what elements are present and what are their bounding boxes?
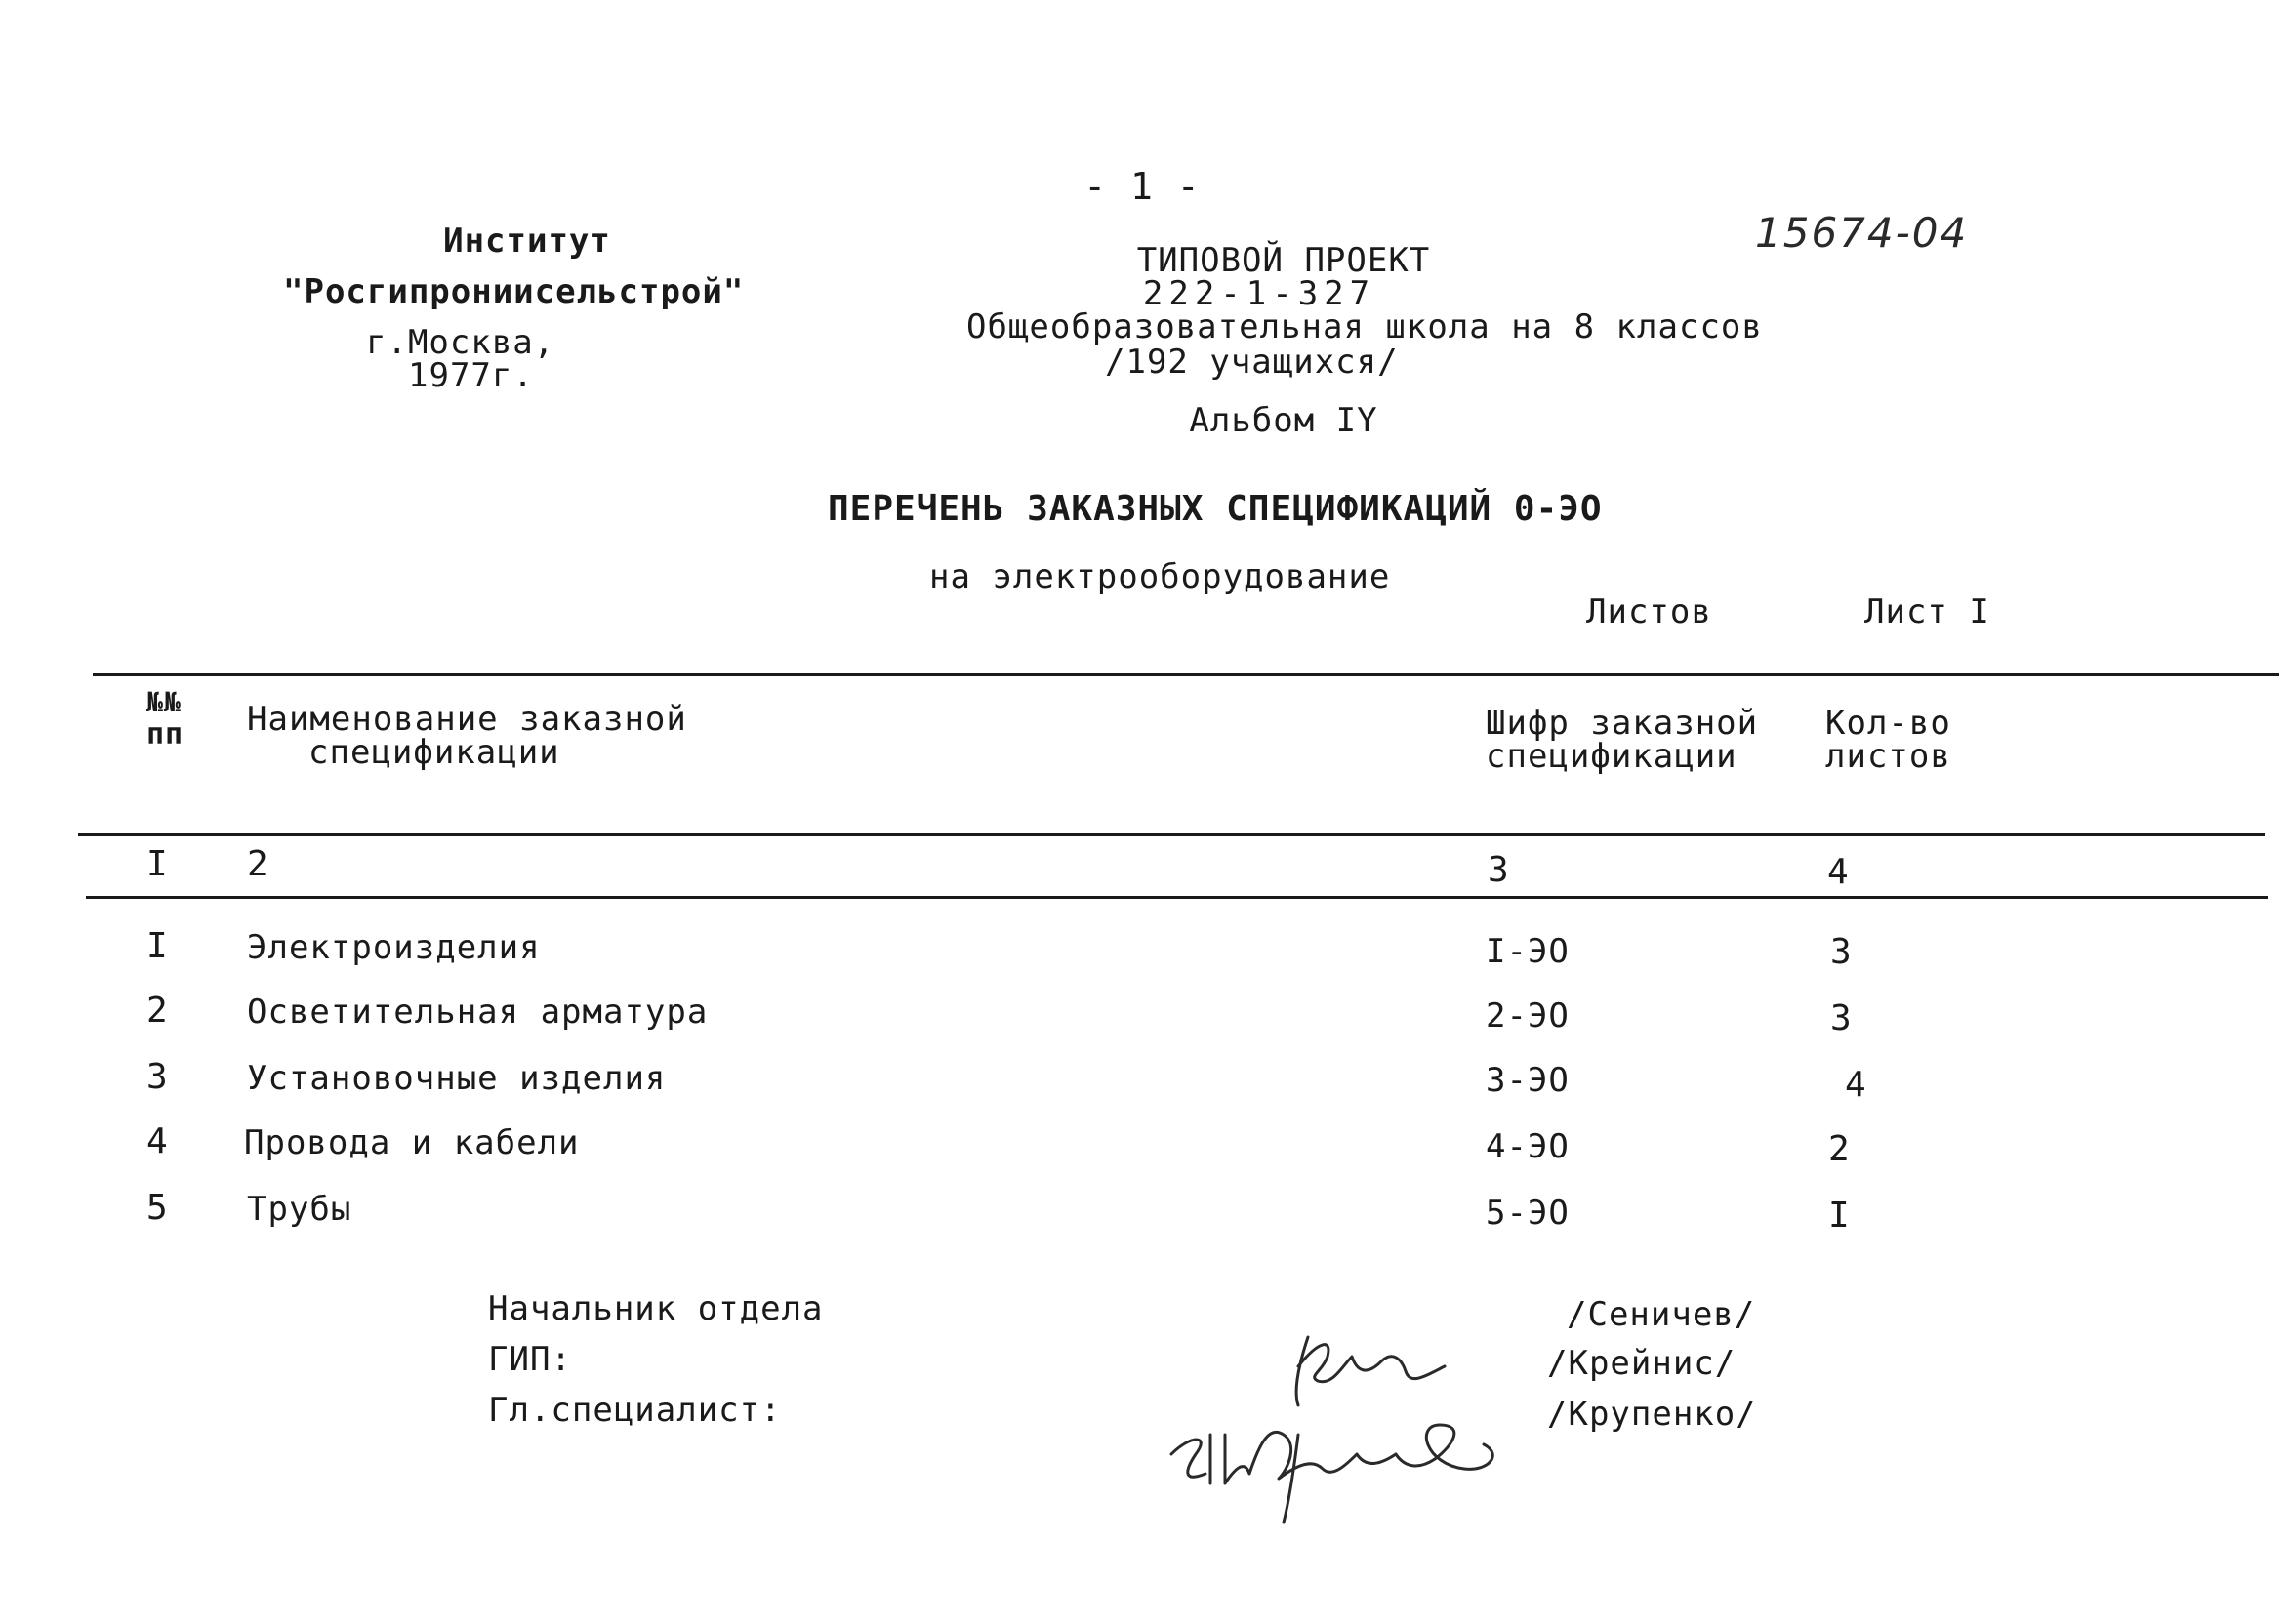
header-code-line2: спецификации [1486, 737, 1737, 776]
column-number-rule [86, 896, 2268, 899]
institute-name: "Росгипрониисельстрой" [283, 272, 745, 311]
row-qty: 4 [1845, 1065, 1866, 1105]
column-number-4: 4 [1827, 852, 1849, 892]
column-number-3: 3 [1488, 850, 1509, 890]
document-subtitle: на электрооборудование [929, 557, 1391, 596]
row-code: 3-ЭО [1486, 1061, 1570, 1100]
header-code-line1: Шифр заказной [1486, 704, 1759, 743]
row-name: Электроизделия [247, 928, 541, 967]
handwritten-signatures [1152, 1298, 1562, 1532]
row-name: Установочные изделия [247, 1059, 667, 1098]
project-title: ТИПОВОЙ ПРОЕКТ [1136, 241, 1431, 280]
column-number-1: I [146, 844, 168, 884]
table-header-rule [78, 833, 2265, 836]
institute-year: 1977г. [408, 356, 534, 395]
project-capacity: /192 учащихся/ [1105, 343, 1399, 382]
header-num-line1: №№ [146, 686, 182, 718]
project-code: 222-1-327 [1142, 274, 1376, 313]
header-name-line1: Наименование заказной [247, 700, 687, 739]
signature-name-gip: /Крейнис/ [1547, 1344, 1736, 1383]
project-name: Общеобразовательная школа на 8 классов [966, 307, 1763, 346]
column-number-2: 2 [247, 844, 268, 884]
row-name: Трубы [247, 1190, 352, 1229]
header-qty-line2: листов [1825, 737, 1951, 776]
signature-role-gip: ГИП: [488, 1340, 572, 1379]
row-number: I [146, 926, 168, 966]
row-number: 3 [146, 1057, 168, 1097]
signature-role-head: Начальник отдела [488, 1289, 824, 1328]
sheets-count-label: Листов [1586, 592, 1712, 631]
table-top-rule [93, 673, 2279, 676]
signature-role-specialist: Гл.специалист: [488, 1391, 782, 1430]
row-code: I-ЭО [1486, 932, 1570, 971]
row-name: Провода и кабели [244, 1123, 580, 1162]
row-number: 4 [146, 1121, 168, 1161]
sheet-number-label: Лист I [1864, 592, 1990, 631]
row-qty: I [1828, 1196, 1850, 1236]
institute-city: г.Москва, [366, 323, 555, 362]
signature-name-specialist: /Крупенко/ [1547, 1395, 1757, 1434]
row-qty: 2 [1828, 1129, 1850, 1169]
album-label: Альбом IY [1189, 401, 1378, 440]
handwritten-document-id: 15674-04 [1755, 209, 1969, 257]
row-code: 4-ЭО [1486, 1127, 1570, 1166]
row-number: 2 [146, 991, 168, 1031]
row-number: 5 [146, 1188, 168, 1228]
signature-name-head: /Сеничев/ [1567, 1295, 1756, 1334]
header-num-line2: пп [146, 717, 184, 751]
row-qty: 3 [1830, 932, 1852, 972]
page-number: - 1 - [1083, 165, 1201, 208]
row-code: 5-ЭО [1486, 1194, 1570, 1233]
document-title: ПЕРЕЧЕНЬ ЗАКАЗНЫХ СПЕЦИФИКАЦИЙ 0-ЭО [828, 489, 1603, 529]
row-name: Осветительная арматура [247, 993, 709, 1032]
header-name-line2: спецификации [308, 733, 560, 772]
row-qty: 3 [1830, 998, 1852, 1038]
row-code: 2-ЭО [1486, 996, 1570, 1035]
header-qty-line1: Кол-во [1825, 704, 1951, 743]
institute-label: Институт [443, 222, 611, 261]
